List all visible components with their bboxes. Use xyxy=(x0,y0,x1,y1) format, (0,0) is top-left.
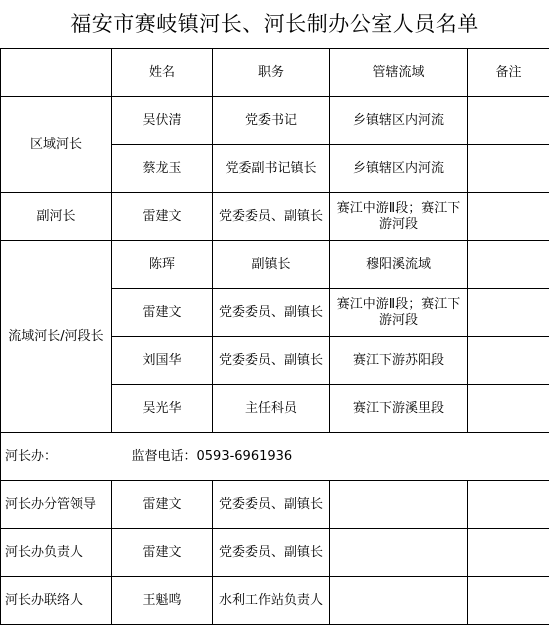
table-row xyxy=(1,97,549,145)
table-row xyxy=(1,193,549,241)
remark-cell xyxy=(468,337,549,385)
area-cell xyxy=(330,577,468,625)
header-name: 姓名 xyxy=(112,49,213,97)
table-row xyxy=(1,241,549,289)
position-cell: 副镇长 xyxy=(213,241,330,289)
area-cell: 穆阳溪流域 xyxy=(330,241,468,289)
name-cell: 蔡龙玉 xyxy=(112,145,213,193)
header-row xyxy=(1,49,549,97)
remark-cell xyxy=(468,193,549,241)
remark-cell xyxy=(468,577,549,625)
remark-cell xyxy=(468,241,549,289)
area-cell: 赛江下游溪里段 xyxy=(330,385,468,433)
name-cell: 雷建文 xyxy=(112,481,213,529)
remark-cell xyxy=(468,529,549,577)
area-cell: 乡镇辖区内河流 xyxy=(330,97,468,145)
office-label: 河长办： xyxy=(1,433,112,481)
position-cell: 党委委员、副镇长 xyxy=(213,193,330,241)
office-role-cell: 河长办联络人 xyxy=(1,577,112,625)
header-area: 管辖流域 xyxy=(330,49,468,97)
header-position: 职务 xyxy=(213,49,330,97)
header-blank xyxy=(1,49,112,97)
position-cell: 党委委员、副镇长 xyxy=(213,529,330,577)
position-cell: 党委书记 xyxy=(213,97,330,145)
document-title: 福安市赛岐镇河长、河长制办公室人员名单 xyxy=(70,12,479,36)
office-role-cell: 河长办分管领导 xyxy=(1,481,112,529)
position-cell: 水利工作站负责人 xyxy=(213,577,330,625)
group-regional-label: 区域河长 xyxy=(1,97,112,193)
remark-cell xyxy=(468,385,549,433)
position-cell: 党委委员、副镇长 xyxy=(213,481,330,529)
area-cell: 赛江中游Ⅱ段；赛江下游河段 xyxy=(330,289,468,337)
name-cell: 刘国华 xyxy=(112,337,213,385)
roster-table xyxy=(0,48,549,625)
area-cell: 赛江下游苏阳段 xyxy=(330,337,468,385)
remark-cell xyxy=(468,97,549,145)
group-basin-label: 流域河长/河段长 xyxy=(1,241,112,433)
table-row xyxy=(1,529,549,577)
position-cell: 党委委员、副镇长 xyxy=(213,337,330,385)
name-cell: 吴光华 xyxy=(112,385,213,433)
remark-cell xyxy=(468,145,549,193)
office-hotline-row xyxy=(1,433,549,481)
area-cell: 赛江中游Ⅱ段；赛江下游河段 xyxy=(330,193,468,241)
name-cell: 王魁鸣 xyxy=(112,577,213,625)
position-cell: 党委委员、副镇长 xyxy=(213,289,330,337)
position-cell: 主任科员 xyxy=(213,385,330,433)
area-cell: 乡镇辖区内河流 xyxy=(330,145,468,193)
remark-cell xyxy=(468,289,549,337)
area-cell xyxy=(330,529,468,577)
header-remark: 备注 xyxy=(468,49,549,97)
name-cell: 陈珲 xyxy=(112,241,213,289)
table-row xyxy=(1,577,549,625)
office-role-cell: 河长办负责人 xyxy=(1,529,112,577)
hotline-text: 监督电话：0593-6961936 xyxy=(112,433,549,481)
table-row xyxy=(1,481,549,529)
group-deputy-label: 副河长 xyxy=(1,193,112,241)
name-cell: 雷建文 xyxy=(112,193,213,241)
name-cell: 吴伏清 xyxy=(112,97,213,145)
name-cell: 雷建文 xyxy=(112,529,213,577)
area-cell xyxy=(330,481,468,529)
position-cell: 党委副书记镇长 xyxy=(213,145,330,193)
name-cell: 雷建文 xyxy=(112,289,213,337)
remark-cell xyxy=(468,481,549,529)
